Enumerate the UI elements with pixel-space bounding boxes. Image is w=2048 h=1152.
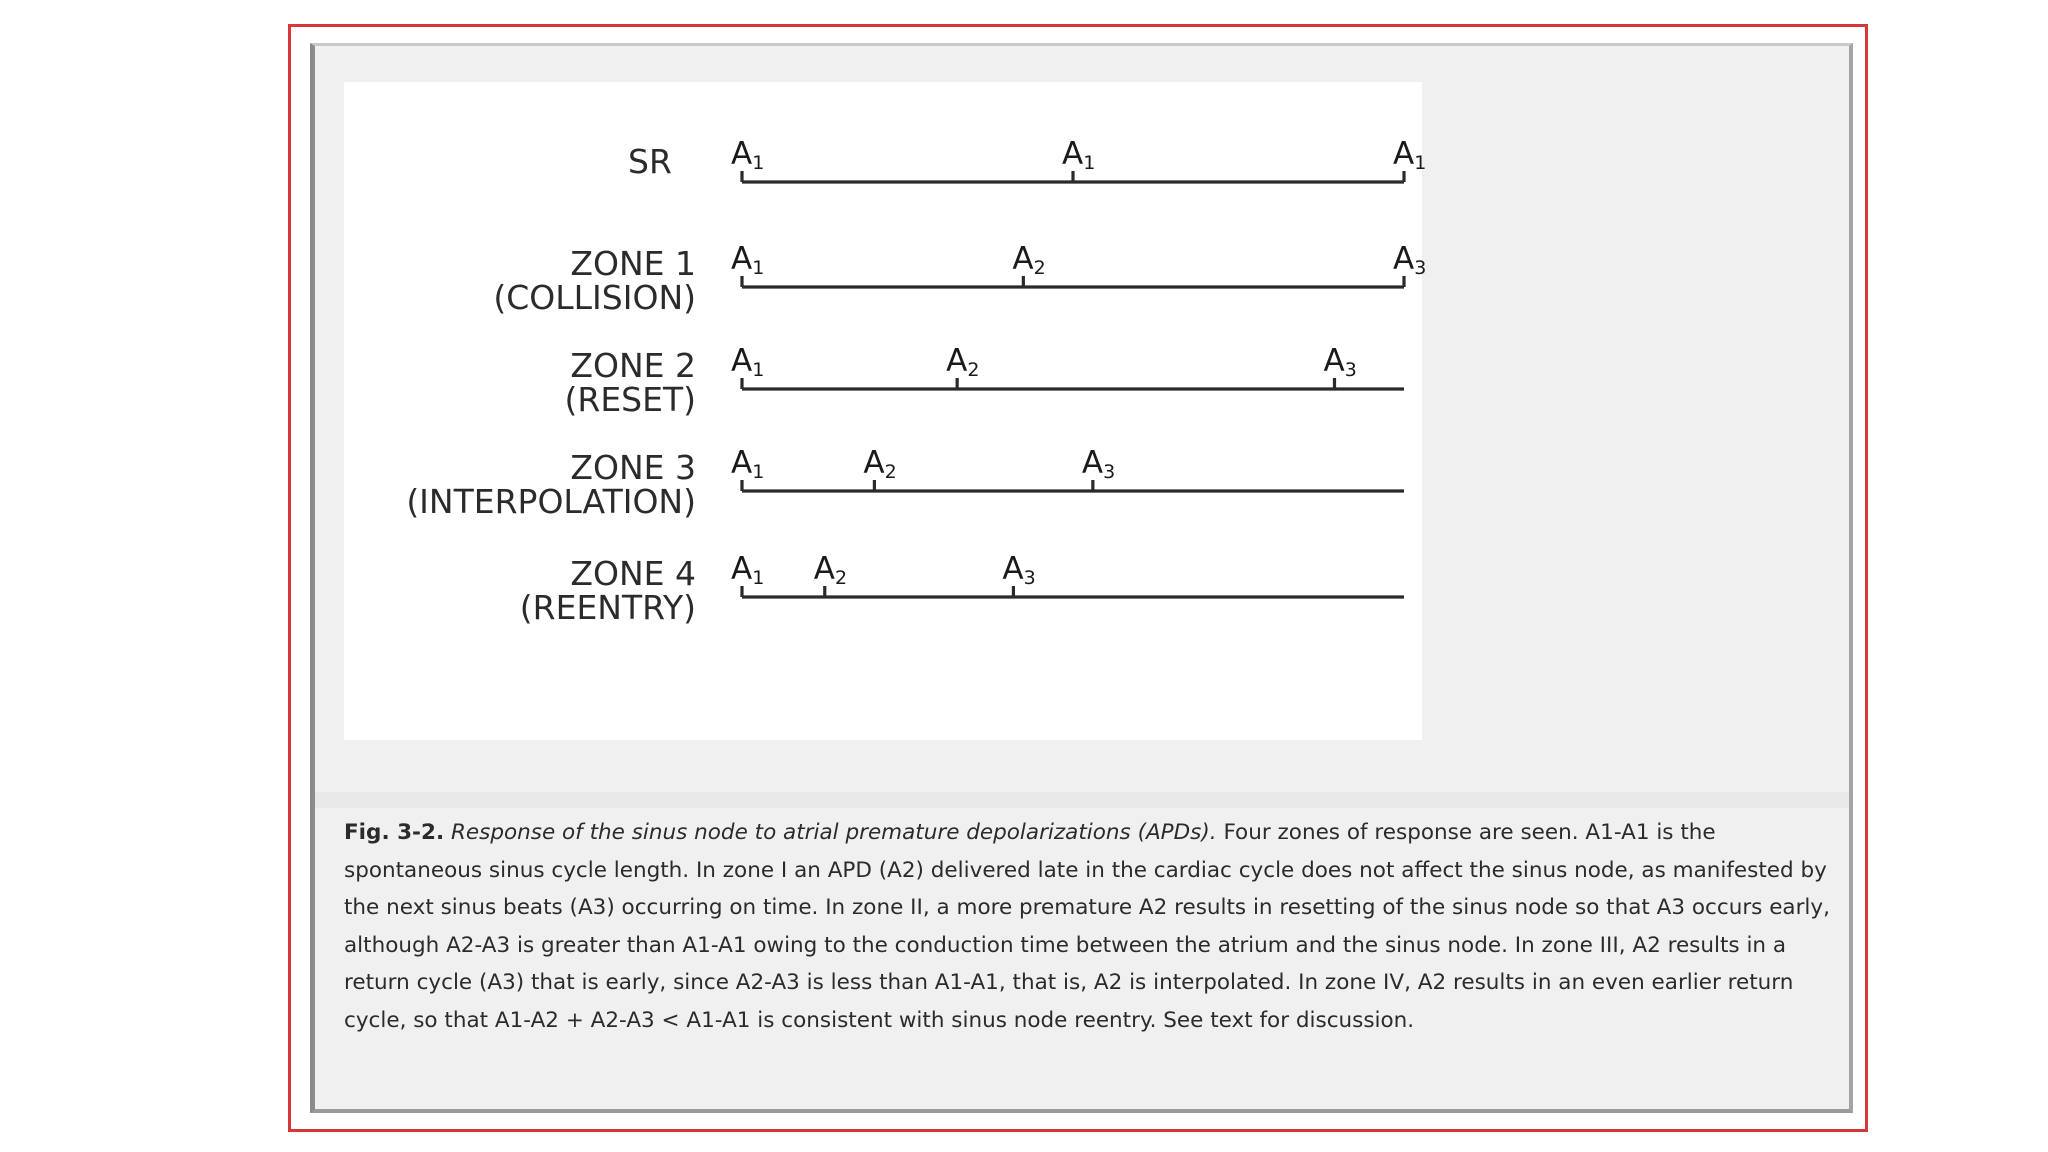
event-marker-label bbox=[731, 445, 764, 483]
event-marker-subscript: 2 bbox=[967, 359, 980, 381]
event-marker-label bbox=[731, 241, 764, 279]
event-marker-subscript: 1 bbox=[752, 257, 765, 279]
event-marker-base: A bbox=[1002, 551, 1024, 587]
event-marker-label bbox=[814, 551, 847, 589]
event-marker-subscript: 3 bbox=[1103, 461, 1116, 483]
event-marker-base: A bbox=[1323, 343, 1345, 379]
event-marker-base: A bbox=[1012, 241, 1034, 277]
event-marker-base: A bbox=[1393, 136, 1415, 172]
row-zone-1 bbox=[493, 241, 1426, 317]
slide-frame bbox=[288, 24, 1868, 1132]
event-marker-subscript: 3 bbox=[1344, 359, 1357, 381]
event-marker-label bbox=[731, 551, 764, 589]
event-marker-label bbox=[1393, 136, 1426, 174]
event-marker-subscript: 2 bbox=[1033, 257, 1046, 279]
event-marker-subscript: 3 bbox=[1023, 567, 1036, 589]
row-zone-3 bbox=[406, 445, 1404, 521]
row-zone-4 bbox=[520, 551, 1404, 627]
event-marker-subscript: 1 bbox=[1414, 152, 1427, 174]
event-marker-label bbox=[1002, 551, 1035, 589]
event-marker-label bbox=[731, 136, 764, 174]
event-marker-base: A bbox=[731, 343, 753, 379]
diagram-area bbox=[344, 82, 1427, 740]
caption-divider bbox=[315, 792, 1849, 808]
event-marker-label bbox=[1062, 136, 1095, 174]
figure-panel bbox=[310, 43, 1853, 1113]
event-marker-label bbox=[1393, 241, 1426, 279]
zone-label-line: ZONE 3 bbox=[570, 448, 696, 487]
event-marker-label bbox=[731, 343, 764, 381]
zone-label-line: (REENTRY) bbox=[519, 588, 696, 627]
event-marker-base: A bbox=[731, 241, 753, 277]
event-marker-label bbox=[946, 343, 979, 381]
zone-label-line: ZONE 2 bbox=[570, 346, 696, 385]
event-marker-subscript: 2 bbox=[834, 567, 848, 589]
zone-label-line: (RESET) bbox=[564, 380, 696, 419]
event-marker-subscript: 3 bbox=[1414, 257, 1427, 279]
event-marker-base: A bbox=[1062, 136, 1084, 172]
row-zone-2 bbox=[565, 343, 1404, 419]
event-marker-base: A bbox=[731, 551, 753, 587]
event-marker-base: A bbox=[731, 445, 753, 481]
event-marker-label bbox=[1323, 343, 1356, 381]
figure-title: Response of the sinus node to atrial premature depolarizations (APDs). bbox=[450, 820, 1217, 845]
zone-label-line: SR bbox=[628, 142, 672, 181]
zone-label-line: (COLLISION) bbox=[493, 278, 696, 317]
zone-label-line: ZONE 1 bbox=[570, 244, 696, 283]
event-marker-base: A bbox=[863, 445, 885, 481]
row-sr bbox=[628, 136, 1426, 182]
timeline-diagram bbox=[344, 82, 1427, 740]
figure-caption bbox=[344, 814, 1834, 1039]
event-marker-label bbox=[863, 445, 896, 483]
event-marker-base: A bbox=[813, 551, 835, 587]
zone-label-line: ZONE 4 bbox=[570, 554, 696, 593]
event-marker-label bbox=[1082, 445, 1115, 483]
event-marker-base: A bbox=[1393, 241, 1415, 277]
event-marker-subscript: 1 bbox=[1083, 152, 1096, 174]
event-marker-subscript: 1 bbox=[752, 152, 765, 174]
event-marker-label bbox=[1012, 241, 1045, 279]
event-marker-subscript: 2 bbox=[884, 461, 897, 483]
figure-number: Fig. 3-2. bbox=[344, 820, 445, 845]
event-marker-subscript: 1 bbox=[752, 567, 765, 589]
event-marker-base: A bbox=[1081, 445, 1104, 481]
event-marker-base: A bbox=[946, 343, 968, 379]
event-marker-base: A bbox=[731, 136, 753, 172]
figure-caption-body: Four zones of response are seen. A1-A1 is the spontaneous sinus cycle length. In zone I an APD (A2) delivered late in the cardiac cycle does not affect the sinus node, as manifested by the next sinus beats (A3) occurring on time. In zone II, a more premature A2 results in resetting of the sinus node so that A3 occurs early, although A2-A3 is greater than A1-A1 owing to the conduction time between the atrium and the sinus node. In zone III, A2 results in a return cycle (A3) that is early, since A2-A3 is less than A1-A1, that is, A2 is interpolated. In zone IV, A2 results in an even earlier return cycle, so that A1-A2 + A2-A3 < A1-A1 is consistent with sinus node reentry. See text for discussion. bbox=[344, 820, 1830, 1033]
event-marker-subscript: 1 bbox=[752, 359, 765, 381]
zone-label-line: (INTERPOLATION) bbox=[406, 482, 696, 521]
event-marker-subscript: 1 bbox=[752, 461, 765, 483]
